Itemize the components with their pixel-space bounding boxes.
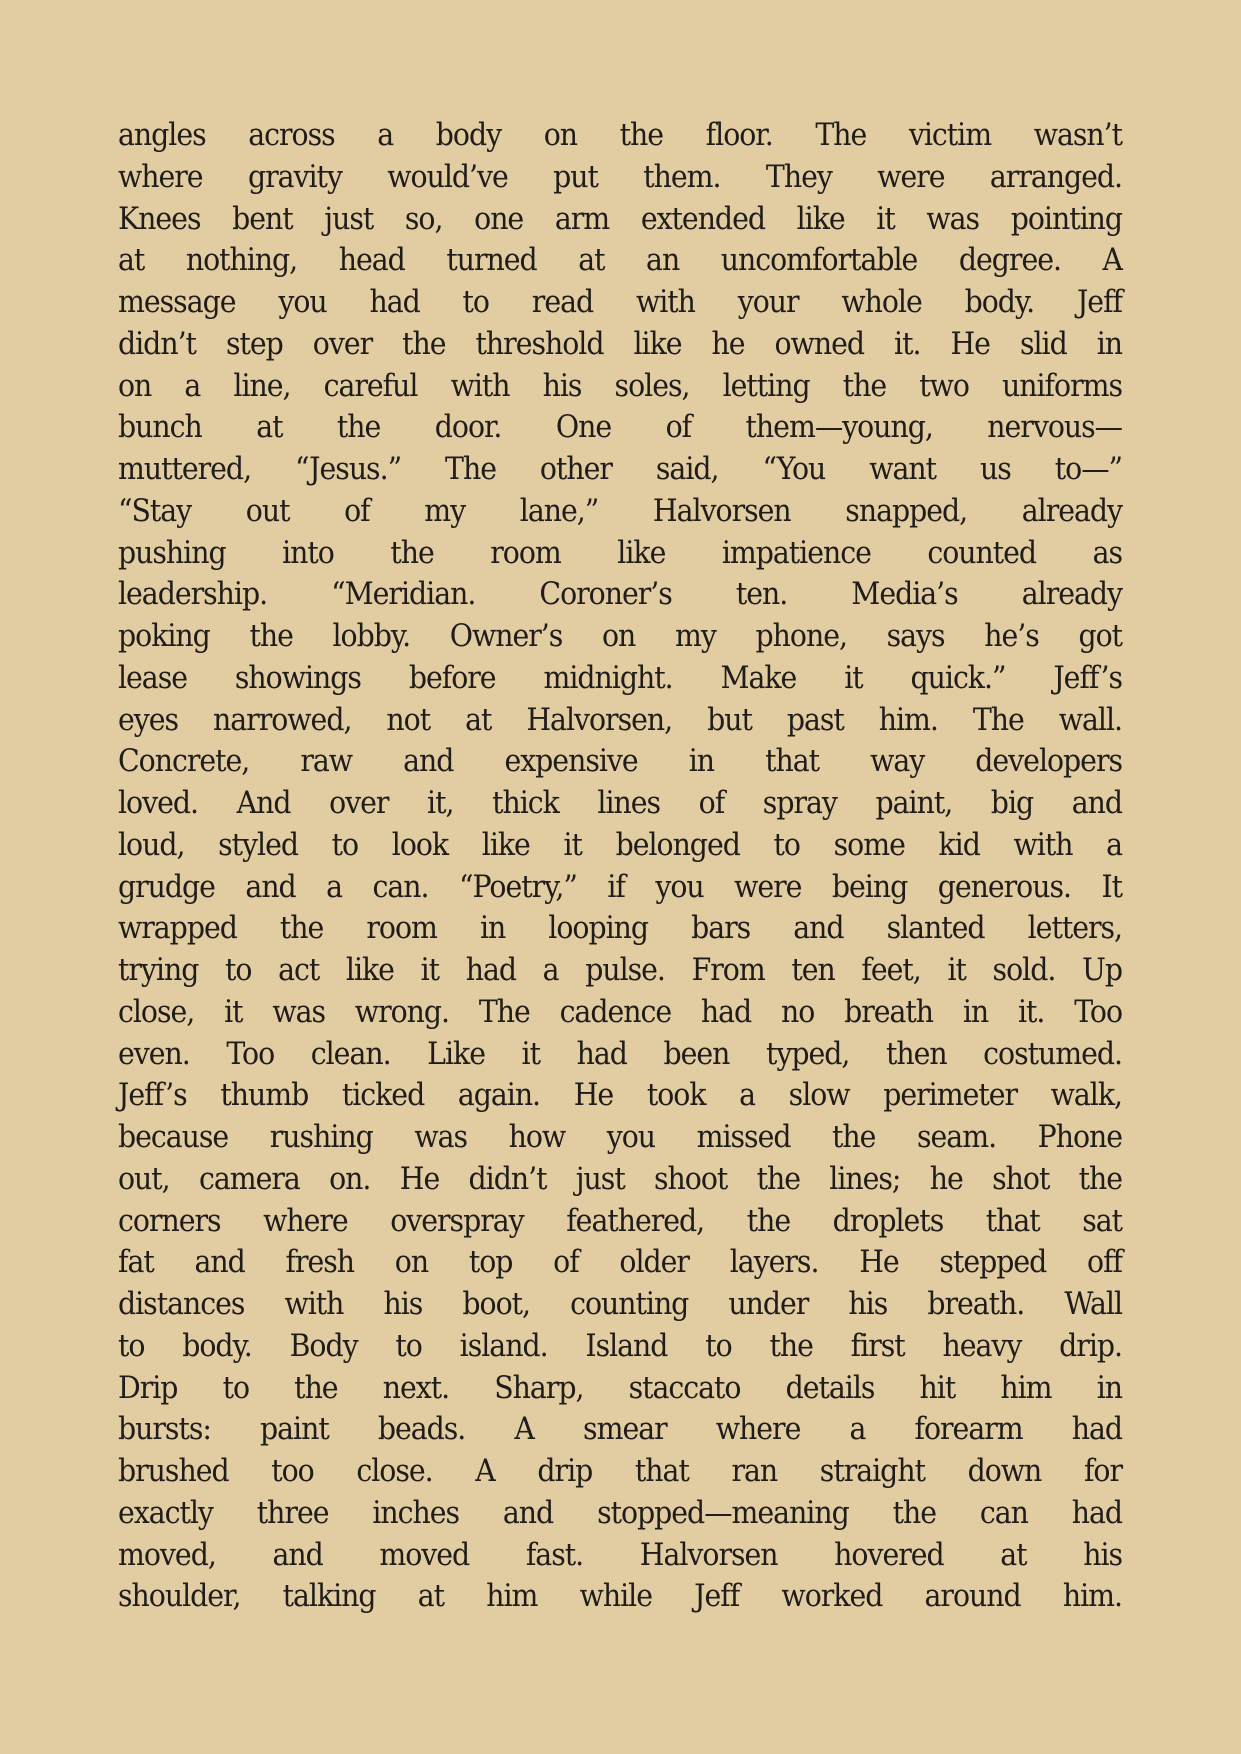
- text-line: even. Too clean. Like it had been typed, then costumed.: [118, 1036, 1123, 1072]
- text-line: angles across a body on the floor. The victim wasn’t: [118, 118, 1123, 153]
- document-page: [118, 115, 1122, 1618]
- text-line: Drip to the next. Sharp, staccato details hit him in: [118, 1370, 1123, 1406]
- text-line: corners where overspray feathered, the droplets that sat: [118, 1203, 1123, 1239]
- text-line: distances with his boot, counting under his breath. Wall: [118, 1287, 1123, 1322]
- text-line: Jeff’s thumb ticked again. He took a slow perimeter walk,: [118, 1078, 1123, 1114]
- text-line: wrapped the room in looping bars and slanted letters,: [118, 911, 1123, 947]
- text-line: grudge and a can. “Poetry,” if you were being generous. It: [118, 869, 1123, 905]
- text-line: shoulder, talking at him while Jeff worked around him.: [118, 1579, 1123, 1615]
- text-line: loud, styled to look like it belonged to some kid with a: [118, 827, 1123, 863]
- text-line: Concrete, raw and expensive in that way developers: [118, 744, 1123, 780]
- text-line: exactly three inches and stopped—meaning the can had: [118, 1495, 1123, 1531]
- text-line: where gravity would’ve put them. They were arranged.: [118, 159, 1123, 195]
- text-line: loved. And over it, thick lines of spray paint, big and: [118, 786, 1123, 821]
- text-line: on a line, careful with his soles, letting the two uniforms: [118, 368, 1123, 404]
- text-line: trying to act like it had a pulse. From ten feet, it sold. Up: [118, 953, 1123, 988]
- text-line: poking the lobby. Owner’s on my phone, says he’s got: [118, 619, 1123, 654]
- text-line: muttered, “Jesus.” The other said, “You want us to—”: [118, 452, 1123, 487]
- text-line: brushed too close. A drip that ran straight down for: [118, 1454, 1123, 1489]
- text-line: lease showings before midnight. Make it quick.” Jeff’s: [118, 660, 1123, 696]
- text-line: at nothing, head turned at an uncomfortable degree. A: [118, 243, 1123, 279]
- text-line: didn’t step over the threshold like he owned it. He slid in: [118, 326, 1123, 362]
- text-line: bursts: paint beads. A smear where a forearm had: [118, 1412, 1123, 1448]
- text-line: to body. Body to island. Island to the first heavy drip.: [118, 1328, 1123, 1364]
- body-text: [118, 115, 1122, 1618]
- text-line: close, it was wrong. The cadence had no breath in it. Too: [118, 994, 1123, 1030]
- text-line: fat and fresh on top of older layers. He stepped off: [118, 1245, 1123, 1281]
- text-line: message you had to read with your whole body. Jeff: [118, 285, 1123, 320]
- text-line: bunch at the door. One of them—young, nervous—: [118, 410, 1123, 446]
- text-line: eyes narrowed, not at Halvorsen, but past him. The wall.: [118, 702, 1123, 738]
- text-line: leadership. “Meridian. Coroner’s ten. Media’s already: [118, 577, 1123, 613]
- text-line: pushing into the room like impatience counted as: [118, 535, 1123, 571]
- text-line: out, camera on. He didn’t just shoot the lines; he shot the: [118, 1161, 1123, 1197]
- text-line: Knees bent just so, one arm extended like it was pointing: [118, 201, 1123, 237]
- text-line: moved, and moved fast. Halvorsen hovered at his: [118, 1537, 1123, 1573]
- text-line: “Stay out of my lane,” Halvorsen snapped, already: [118, 493, 1123, 529]
- text-line: because rushing was how you missed the seam. Phone: [118, 1120, 1123, 1155]
